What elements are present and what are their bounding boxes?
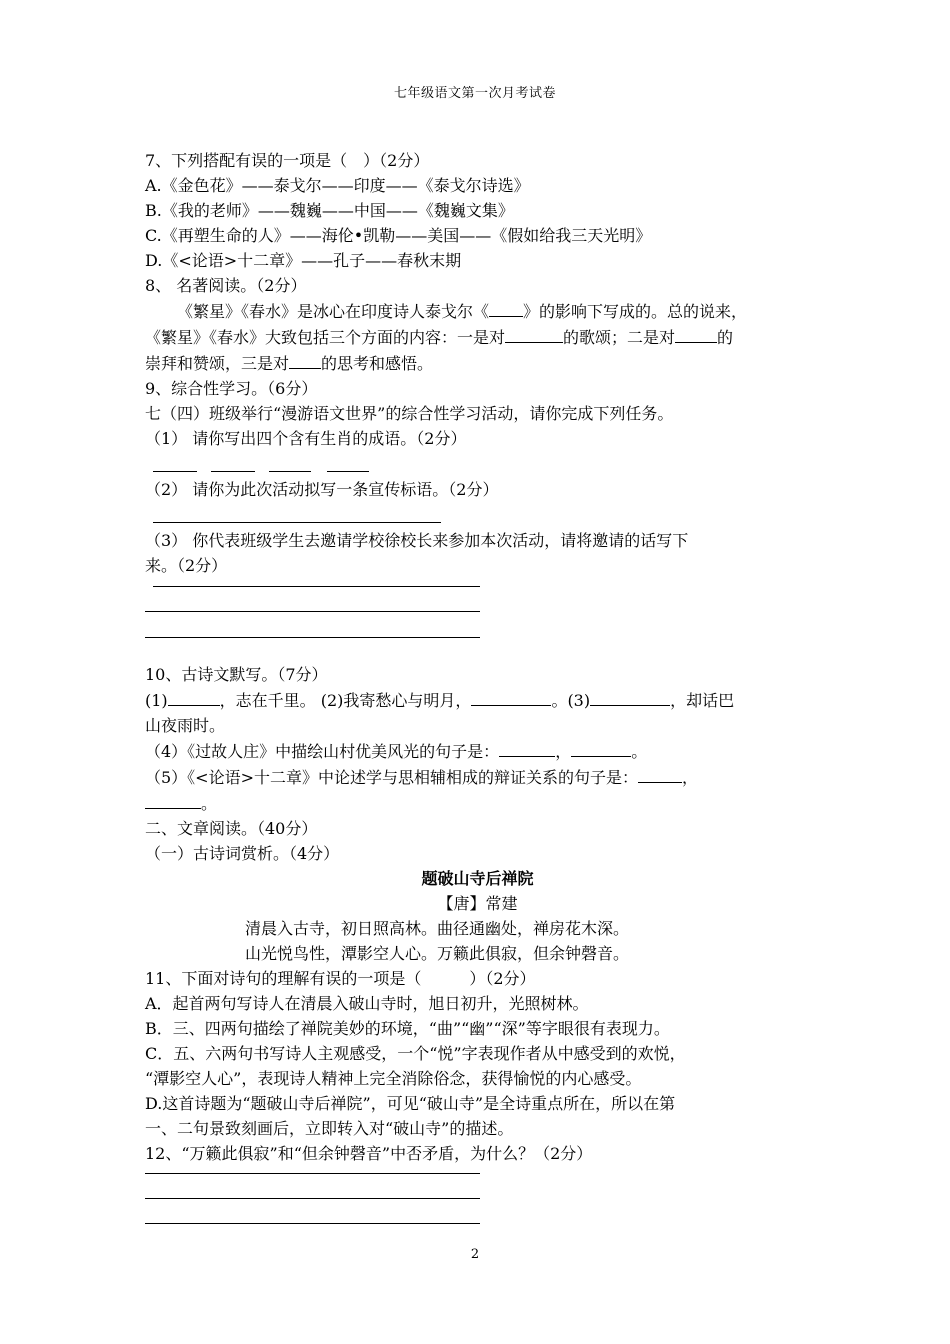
answer-line[interactable] [145,611,480,612]
answer-blank[interactable] [153,453,197,472]
answer-line[interactable] [145,1198,480,1199]
q7-option-a: A.《金色花》——泰戈尔——印度——《泰戈尔诗选》 [145,176,530,195]
q10-line-3: （4）《过故人庄》中描绘山村优美风光的句子是： ， 。 [145,738,810,764]
answer-blank[interactable] [489,298,523,317]
q7-option-c: C.《再塑生命的人》——海伦•凯勒——美国——《假如给我三天光明》 [145,226,652,245]
q9-sub-3-blanks [145,578,810,662]
answer-line[interactable] [153,586,480,587]
q10-line-5: 。 [145,790,810,816]
q7-stem: 7、下列搭配有误的一项是（ ）（2分） [145,151,430,170]
q9-sub-3-line-1: （3） 你代表班级学生去邀请学校徐校长来参加本次活动，请将邀请的话写下 [145,531,689,550]
answer-blank[interactable] [168,687,220,706]
page-content [145,148,810,1250]
page-number: 2 [470,1247,480,1262]
q9-sub-3-line-2: 来。（2分） [145,556,228,575]
q11-option-d-2: 一、二句景致刻画后，立即转入对“破山寺”的描述。 [145,1119,514,1138]
q9-sub-2: （2） 请你为此次活动拟写一条宣传标语。（2分） [145,480,499,499]
answer-blank[interactable] [145,790,201,809]
answer-line[interactable] [145,1173,480,1174]
q8-stem: 8、 名著阅读。（2分） [145,276,307,295]
q8-line-3: 崇拜和赞颂，三是对 的思考和感悟。 [145,350,810,376]
q9-sub-1: （1） 请你写出四个含有生肖的成语。（2分） [145,429,467,448]
answer-blank[interactable] [211,453,255,472]
answer-blank[interactable] [499,738,555,757]
q11-stem: 11、下面对诗句的理解有误的一项是（ ）（2分） [145,969,536,988]
poem-author: 【唐】常建 [437,894,518,913]
page-header: 七年级语文第一次月考试卷 [393,86,556,101]
q12-stem: 12、“万籁此俱寂”和“但余钟磬音”中否矛盾，为什么？（2分） [145,1144,593,1163]
answer-blank[interactable] [571,738,631,757]
poem-title: 题破山寺后禅院 [421,869,534,888]
answer-blank[interactable] [505,324,563,343]
q8-line-1: 《繁星》《春水》是冰心在印度诗人泰戈尔《 》的影响下写成的。总的说来， [145,298,810,324]
answer-blank[interactable] [638,764,682,783]
q10-line-2: 山夜雨时。 [145,716,226,735]
answer-blank[interactable] [471,687,551,706]
q11-option-a: A．起首两句写诗人在清晨入破山寺时，旭日初升，光照树林。 [145,994,589,1013]
q12-blanks [145,1166,810,1250]
q11-option-c-2: “潭影空人心”，表现诗人精神上完全消除俗念，获得愉悦的内心感受。 [145,1069,642,1088]
answer-blank[interactable] [289,350,321,369]
q9-sub-1-blanks [145,451,810,477]
q10-line-1: (1) ，志在千里。 (2)我寄愁心与明月， 。(3) ，却话巴 [145,687,810,713]
q10-stem: 10、古诗文默写。（7分） [145,665,328,684]
answer-blank[interactable] [675,324,717,343]
q11-option-c-1: C．五、六两句书写诗人主观感受，一个“悦”字表现作者从中感受到的欢悦， [145,1044,686,1063]
poem-line-1: 清晨入古寺，初日照高林。曲径通幽处，禅房花木深。 [245,919,630,938]
answer-line[interactable] [145,1223,480,1224]
answer-blank[interactable] [269,453,311,472]
q7-option-d: D.《<论语>十二章》——孔子——春秋末期 [145,251,462,270]
q9-sub-2-blanks [145,502,810,528]
q11-option-d-1: D.这首诗题为“题破山寺后禅院”，可见“破山寺”是全诗重点所在，所以在第 [145,1094,676,1113]
q10-line-4: （5）《<论语>十二章》中论述学与思相辅相成的辩证关系的句子是： ， [145,764,810,790]
answer-line[interactable] [145,637,480,638]
answer-blank[interactable] [153,504,441,523]
q9-stem: 9、综合性学习。（6分） [145,379,318,398]
q7-option-b: B.《我的老师》——魏巍——中国——《魏巍文集》 [145,201,514,220]
poem-line-2: 山光悦鸟性，潭影空人心。万籁此俱寂，但余钟磬音。 [245,944,630,963]
q8-line-2: 《繁星》《春水》大致包括三个方面的内容：一是对 的歌颂；二是对 的 [145,324,810,350]
answer-blank[interactable] [590,687,670,706]
section-2-sub-1: （一）古诗词赏析。（4分） [145,844,340,863]
q11-option-b: B．三、四两句描绘了禅院美妙的环境，“曲”“幽”“深”等字眼很有表现力。 [145,1019,670,1038]
q9-intro: 七（四）班级举行“漫游语文世界”的综合性学习活动，请你完成下列任务。 [145,404,674,423]
answer-blank[interactable] [327,453,369,472]
section-2-title: 二、文章阅读。（40分） [145,819,318,838]
